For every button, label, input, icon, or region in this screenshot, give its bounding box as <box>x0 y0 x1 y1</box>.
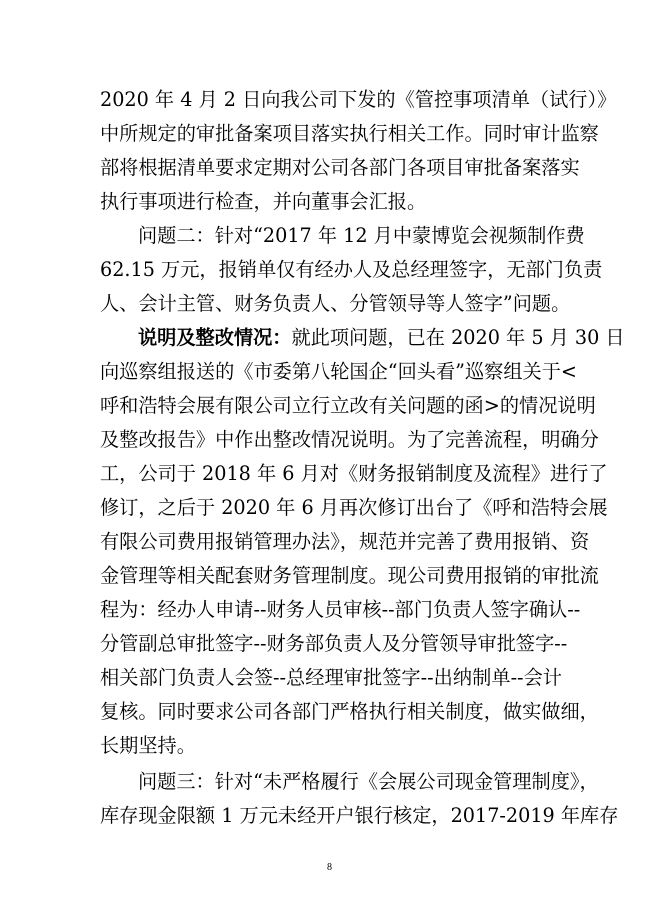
page-number: 8 <box>327 862 332 873</box>
paragraph-3-line-5: 工，公司于 2018 年 6 月对《财务报销制度及流程》进行了 <box>100 462 608 485</box>
paragraph-3-line-10: 分管副总审批签字--财务部负责人及分管领导审批签字-- <box>100 632 568 655</box>
paragraph-2-line-1: 问题二：针对“2017 年 12 月中蒙博览会视频制作费 <box>138 224 585 247</box>
paragraph-3-line-4: 及整改报告》中作出整改情况说明。为了完善流程，明确分 <box>100 428 599 451</box>
paragraph-3-line-13: 长期坚持。 <box>100 734 196 757</box>
paragraph-1-line-4: 执行事项进行检查，并向董事会汇报。 <box>100 190 427 213</box>
paragraph-3-line-3: 呼和浩特会展有限公司立行立改有关问题的函>的情况说明 <box>100 394 596 417</box>
paragraph-2-line-3: 人、会计主管、财务负责人、分管领导等人签字”问题。 <box>100 292 571 315</box>
paragraph-3-line-6: 修订，之后于 2020 年 6 月再次修订出台了《呼和浩特会展 <box>100 496 608 519</box>
paragraph-3-line-11: 相关部门负责人会签--总经理审批签字--出纳制单--会计 <box>100 666 562 689</box>
paragraph-3-line-7: 有限公司费用报销管理办法》，规范并完善了费用报销、资 <box>100 530 590 553</box>
paragraph-3-heading: 说明及整改情况： <box>138 326 292 349</box>
paragraph-3-line-9: 程为：经办人申请--财务人员审核--部门负责人签字确认-- <box>100 598 581 621</box>
paragraph-2-line-2: 62.15 万元，报销单仅有经办人及总经理签字，无部门负责 <box>100 258 603 281</box>
paragraph-1-line-1: 2020 年 4 月 2 日向我公司下发的《管控事项清单（试行）》 <box>100 88 617 111</box>
paragraph-3-first-line-text: 就此项问题，已在 2020 年 5 月 30 日 <box>291 326 625 349</box>
paragraph-3-line-8: 金管理等相关配套财务管理制度。现公司费用报销的审批流 <box>100 564 599 587</box>
paragraph-4-line-1: 问题三：针对“未严格履行《会展公司现金管理制度》， <box>138 770 599 793</box>
paragraph-1-line-2: 中所规定的审批备案项目落实执行相关工作。同时审计监察 <box>100 122 599 145</box>
paragraph-3-line-1 <box>138 321 625 355</box>
paragraph-1-line-3: 部将根据清单要求定期对公司各部门各项目审批备案落实 <box>100 156 580 179</box>
paragraph-4-line-2: 库存现金限额 1 万元未经开户银行核定，2017-2019 年库存 <box>100 804 619 827</box>
paragraph-3-line-12: 复核。同时要求公司各部门严格执行相关制度，做实做细， <box>100 700 599 723</box>
paragraph-3-line-2: 向巡察组报送的《市委第八轮国企“回头看”巡察组关于< <box>100 360 578 383</box>
